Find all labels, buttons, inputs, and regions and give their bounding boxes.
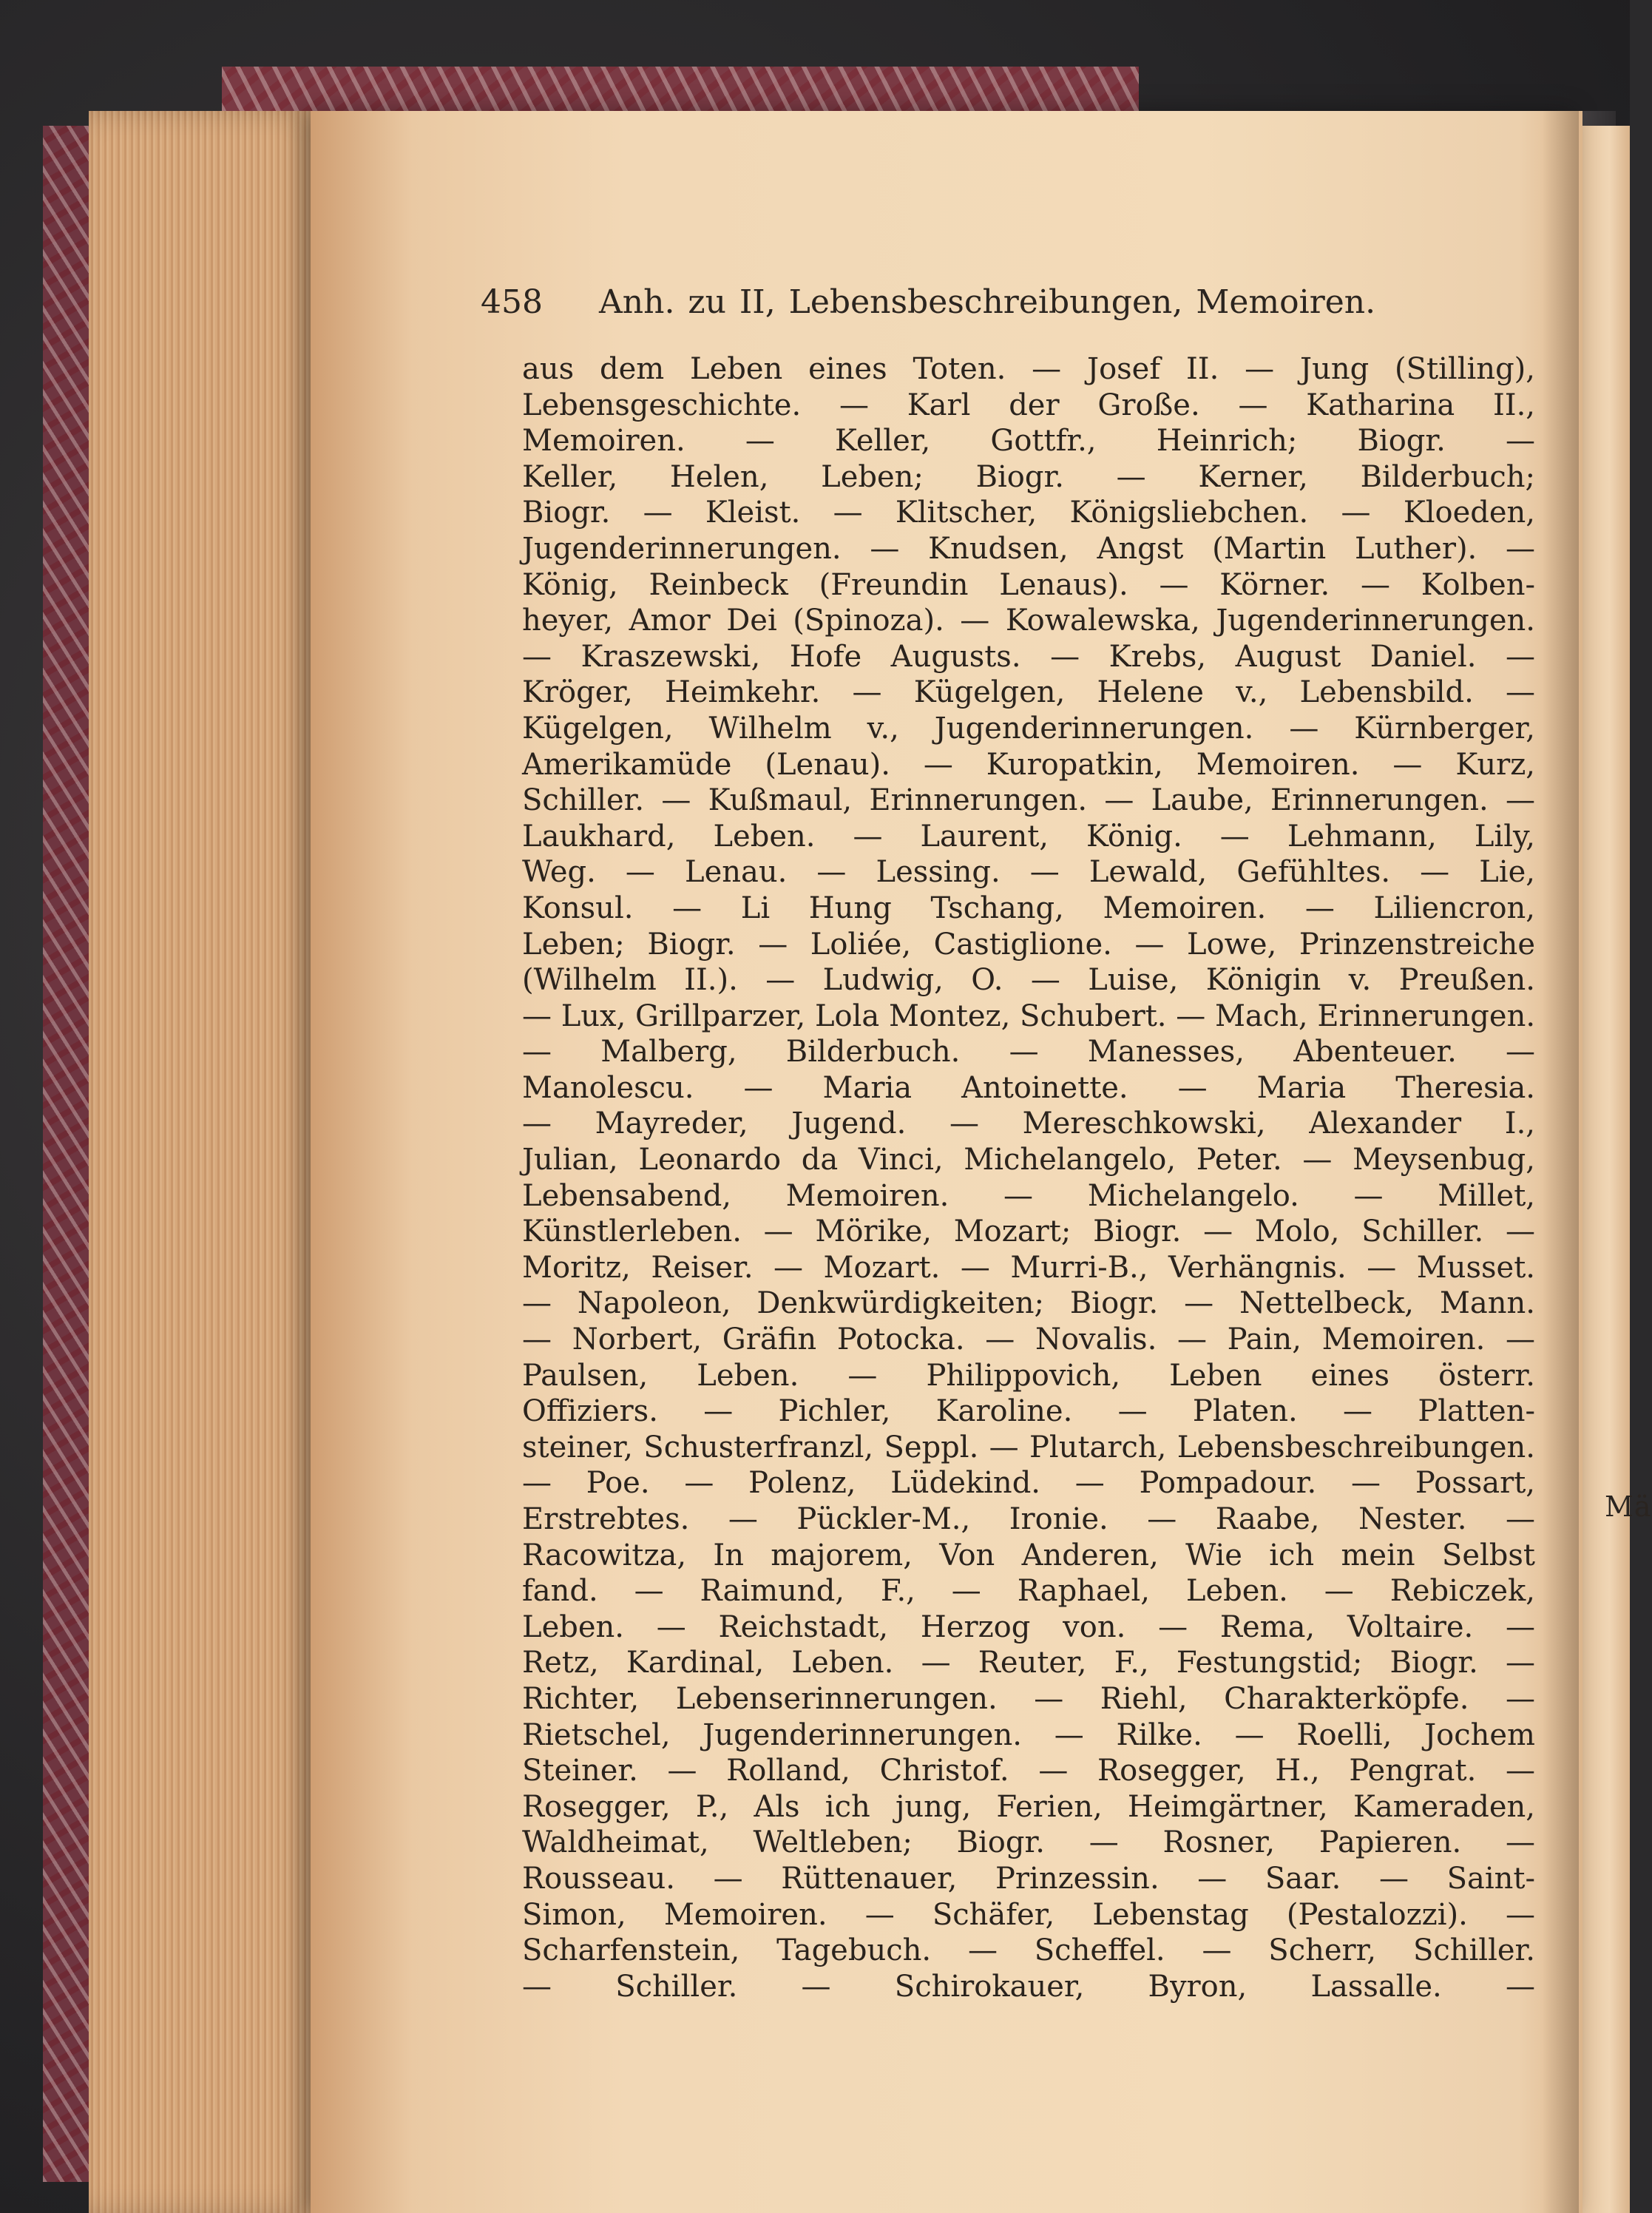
- text-line: Künstlerleben. — Mörike, Mozart; Biogr. — Molo, Schiller. —: [522, 1214, 1535, 1249]
- text-line: König, Reinbeck (Freundin Lenaus). — Körner. — Kolben-: [522, 567, 1535, 602]
- text-line: Paulsen, Leben. — Philippovich, Leben eines österr.: [522, 1358, 1535, 1393]
- gutter-shadow: [1542, 111, 1579, 2213]
- text-line: — Mayreder, Jugend. — Mereschkowski, Alexander I.,: [522, 1106, 1535, 1141]
- adjacent-page-fragment: Mä: [1605, 1490, 1652, 1523]
- text-line: Keller, Helen, Leben; Biogr. — Kerner, Bilderbuch;: [522, 459, 1535, 494]
- text-line: Lebensabend, Memoiren. — Michelangelo. — Millet,: [522, 1178, 1535, 1213]
- text-line: Leben; Biogr. — Loliée, Castiglione. — Lowe, Prinzenstreiche: [522, 927, 1535, 962]
- text-line: Memoiren. — Keller, Gottfr., Heinrich; Biogr. —: [522, 424, 1535, 459]
- text-line: Rietschel, Jugenderinnerungen. — Rilke. — Roelli, Jochem: [522, 1717, 1535, 1752]
- page-header: [481, 283, 1538, 328]
- text-line: Rousseau. — Rüttenauer, Prinzessin. — Saar. — Saint-: [522, 1861, 1535, 1896]
- text-line: Scharfenstein, Tagebuch. — Scheffel. — Scherr, Schiller.: [522, 1933, 1535, 1968]
- text-line: Kügelgen, Wilhelm v., Jugenderinnerungen. — Kürnberger,: [522, 711, 1535, 746]
- text-line: Jugenderinnerungen. — Knudsen, Angst (Martin Luther). —: [522, 531, 1535, 566]
- text-line: Weg. — Lenau. — Lessing. — Lewald, Gefühltes. — Lie,: [522, 855, 1535, 890]
- text-line: heyer, Amor Dei (Spinoza). — Kowalewska, Jugenderinnerungen.: [522, 604, 1535, 638]
- text-line: Richter, Lebenserinnerungen. — Riehl, Charakterköpfe. —: [522, 1681, 1535, 1716]
- text-line: Rosegger, P., Als ich jung, Ferien, Heimgärtner, Kameraden,: [522, 1789, 1535, 1824]
- page-edges: [89, 111, 333, 2213]
- text-line: Schiller. — Kußmaul, Erinnerungen. — Laube, Erinnerungen. —: [522, 783, 1535, 818]
- text-line: Retz, Kardinal, Leben. — Reuter, F., Festungstid; Biogr. —: [522, 1646, 1535, 1680]
- text-line: — Schiller. — Schirokauer, Byron, Lassalle. —: [522, 1969, 1535, 2004]
- text-line: Simon, Memoiren. — Schäfer, Lebenstag (Pestalozzi). —: [522, 1897, 1535, 1932]
- text-line: Kröger, Heimkehr. — Kügelgen, Helene v., Lebensbild. —: [522, 675, 1535, 710]
- text-line: Moritz, Reiser. — Mozart. — Murri-B., Verhängnis. — Musset.: [522, 1250, 1535, 1285]
- page-body: [522, 351, 1535, 2004]
- text-line: Laukhard, Leben. — Laurent, König. — Lehmann, Lily,: [522, 819, 1535, 854]
- text-line: steiner, Schusterfranzl, Seppl. — Plutarch, Lebensbeschreibungen.: [522, 1430, 1535, 1464]
- text-line: fand. — Raimund, F., — Raphael, Leben. — Rebiczek,: [522, 1574, 1535, 1609]
- text-line: — Norbert, Gräfin Potocka. — Novalis. — Pain, Memoiren. —: [522, 1322, 1535, 1357]
- text-line: Erstrebtes. — Pückler-M., Ironie. — Raabe, Nester. —: [522, 1502, 1535, 1536]
- text-line: Konsul. — Li Hung Tschang, Memoiren. — Liliencron,: [522, 891, 1535, 925]
- text-line: Offiziers. — Pichler, Karoline. — Platen. — Platten-: [522, 1394, 1535, 1429]
- text-line: — Napoleon, Denkwürdigkeiten; Biogr. — Nettelbeck, Mann.: [522, 1286, 1535, 1321]
- text-line: Julian, Leonardo da Vinci, Michelangelo, Peter. — Meysenbug,: [522, 1143, 1535, 1178]
- text-line: — Malberg, Bilderbuch. — Manesses, Abenteuer. —: [522, 1035, 1535, 1070]
- text-line: — Kraszewski, Hofe Augusts. — Krebs, August Daniel. —: [522, 639, 1535, 674]
- text-line: Amerikamüde (Lenau). — Kuropatkin, Memoiren. — Kurz,: [522, 747, 1535, 782]
- page-number: 458: [481, 283, 543, 321]
- text-line: Leben. — Reichstadt, Herzog von. — Rema, Voltaire. —: [522, 1609, 1535, 1644]
- text-line: Waldheimat, Weltleben; Biogr. — Rosner, Papieren. —: [522, 1825, 1535, 1860]
- text-line: aus dem Leben eines Toten. — Josef II. — Jung (Stilling),: [522, 352, 1535, 386]
- text-line: (Wilhelm II.). — Ludwig, O. — Luise, Königin v. Preußen.: [522, 963, 1535, 998]
- text-line: Racowitza, In majorem, Von Anderen, Wie ich mein Selbst: [522, 1538, 1535, 1572]
- running-head: Anh. zu II, Lebensbeschreibungen, Memoiren.: [599, 283, 1376, 321]
- text-line: — Lux, Grillparzer, Lola Montez, Schubert. — Mach, Erinnerungen.: [522, 999, 1536, 1033]
- adjacent-page-edge: [1579, 126, 1630, 2213]
- text-line: Steiner. — Rolland, Christof. — Rosegger, H., Pengrat. —: [522, 1754, 1535, 1788]
- text-line: Lebensgeschichte. — Karl der Große. — Katharina II.,: [522, 388, 1535, 422]
- text-line: Manolescu. — Maria Antoinette. — Maria Theresia.: [522, 1070, 1535, 1105]
- text-line: — Poe. — Polenz, Lüdekind. — Pompadour. — Possart,: [522, 1466, 1535, 1501]
- text-line: Biogr. — Kleist. — Klitscher, Königsliebchen. — Kloeden,: [522, 496, 1535, 530]
